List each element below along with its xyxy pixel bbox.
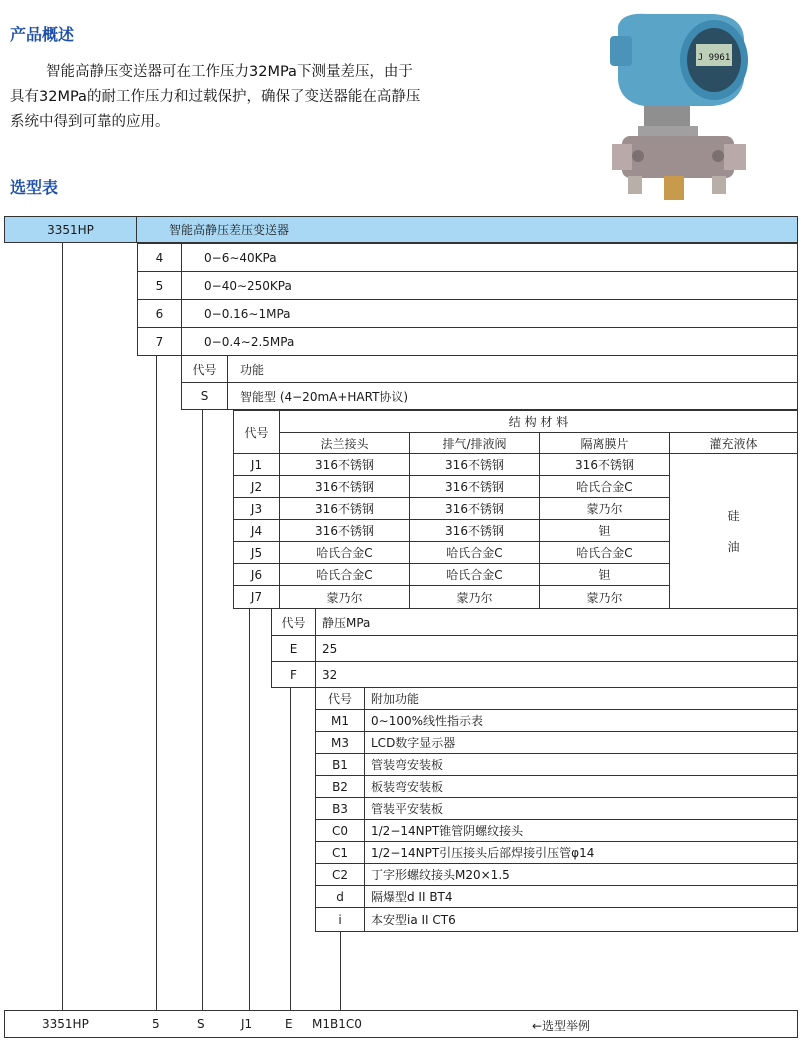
option-code: C0 [315, 819, 365, 842]
option-value: 1/2−14NPT锥管阴螺纹接头 [364, 819, 798, 842]
option-code: B1 [315, 753, 365, 776]
material-code: J5 [233, 541, 280, 564]
pressure-code: E [271, 635, 316, 662]
pressure-code-header: 代号 [271, 608, 316, 636]
range-code: 5 [137, 271, 182, 300]
material-col-header: 灌充液体 [669, 432, 798, 454]
material-vent: 316不锈钢 [409, 519, 540, 542]
option-code: C1 [315, 841, 365, 864]
material-flange: 哈氏合金C [279, 563, 410, 586]
option-value: LCD数字显示器 [364, 731, 798, 754]
range-value: 0−6∼40KPa [181, 243, 798, 272]
material-code-header: 代号 [233, 410, 280, 454]
option-value: 板装弯安装板 [364, 775, 798, 798]
example-options: M1B1C0 [312, 1017, 362, 1031]
transmitter-image [608, 8, 758, 208]
option-code: d [315, 885, 365, 908]
option-value: 本安型ia II CT6 [364, 907, 798, 932]
function-value: 智能型 (4−20mA+HART协议) [227, 382, 798, 410]
material-code: J2 [233, 475, 280, 498]
pressure-value: 32 [315, 661, 798, 688]
material-flange: 316不锈钢 [279, 475, 410, 498]
option-code: M3 [315, 731, 365, 754]
material-col-header: 排气/排液阀 [409, 432, 540, 454]
material-code: J7 [233, 585, 280, 609]
connector-line [202, 410, 203, 1010]
material-diaphragm: 蒙乃尔 [539, 585, 670, 609]
connector-line [290, 688, 291, 1010]
material-group-header: 结 构 材 料 [279, 410, 798, 433]
material-flange: 哈氏合金C [279, 541, 410, 564]
pressure-code: F [271, 661, 316, 688]
example-function: S [197, 1017, 205, 1031]
example-model: 3351HP [42, 1017, 89, 1031]
range-value: 0−40∼250KPa [181, 271, 798, 300]
material-flange: 316不锈钢 [279, 519, 410, 542]
material-code: J3 [233, 497, 280, 520]
example-pressure: E [285, 1017, 293, 1031]
model-name: 智能高静压差压变送器 [136, 216, 798, 243]
lcd-display-text: J 9961 [697, 53, 731, 63]
range-code: 7 [137, 327, 182, 356]
material-code: J1 [233, 453, 280, 476]
function-code-header: 代号 [181, 355, 228, 383]
material-fill-fluid [669, 453, 798, 609]
connector-line [249, 609, 250, 1010]
option-code: C2 [315, 863, 365, 886]
material-diaphragm: 钽 [539, 563, 670, 586]
pressure-value: 25 [315, 635, 798, 662]
options-code-header: 代号 [315, 687, 365, 710]
range-code: 6 [137, 299, 182, 328]
overview-line-2: 具有32MPa的耐工作压力和过载保护，确保了变送器能在高静压 [10, 89, 421, 105]
material-vent: 316不锈钢 [409, 497, 540, 520]
material-diaphragm: 哈氏合金C [539, 541, 670, 564]
model-code: 3351HP [4, 216, 137, 243]
option-value: 隔爆型d II BT4 [364, 885, 798, 908]
material-diaphragm: 316不锈钢 [539, 453, 670, 476]
option-code: M1 [315, 709, 365, 732]
option-value: 丁字形螺纹接头M20×1.5 [364, 863, 798, 886]
material-vent: 哈氏合金C [409, 541, 540, 564]
material-flange: 316不锈钢 [279, 497, 410, 520]
material-vent: 316不锈钢 [409, 475, 540, 498]
option-value: 管装弯安装板 [364, 753, 798, 776]
material-vent: 316不锈钢 [409, 453, 540, 476]
material-flange: 316不锈钢 [279, 453, 410, 476]
example-note: ←选型举例 [532, 1019, 591, 1033]
material-diaphragm: 蒙乃尔 [539, 497, 670, 520]
material-diaphragm: 哈氏合金C [539, 475, 670, 498]
connector-line [156, 356, 157, 1010]
overview-line-1: 智能高静压变送器可在工作压力32MPa下测量差压，由于 [46, 64, 413, 80]
example-range: 5 [152, 1017, 160, 1031]
pressure-header: 静压MPa [315, 608, 798, 636]
option-value: 0∼100%线性指示表 [364, 709, 798, 732]
fill-fluid-char-2: 油 [727, 540, 740, 554]
range-code: 4 [137, 243, 182, 272]
range-value: 0−0.16∼1MPa [181, 299, 798, 328]
function-header: 功能 [227, 355, 798, 383]
option-code: B3 [315, 797, 365, 820]
material-diaphragm: 钽 [539, 519, 670, 542]
material-flange: 蒙乃尔 [279, 585, 410, 609]
option-value: 管装平安装板 [364, 797, 798, 820]
material-code: J4 [233, 519, 280, 542]
material-vent: 哈氏合金C [409, 563, 540, 586]
selection-heading: 选型表 [10, 178, 59, 197]
material-col-header: 隔离膜片 [539, 432, 670, 454]
example-material: J1 [241, 1017, 253, 1031]
material-col-header: 法兰接头 [279, 432, 410, 454]
option-code: B2 [315, 775, 365, 798]
material-code: J6 [233, 563, 280, 586]
fill-fluid-char-1: 硅 [727, 509, 740, 523]
overview-line-3: 系统中得到可靠的应用。 [10, 114, 170, 130]
overview-heading: 产品概述 [10, 25, 75, 44]
connector-line [62, 243, 63, 1010]
connector-line [340, 932, 341, 1010]
option-value: 1/2−14NPT引压接头后部焊接引压管φ14 [364, 841, 798, 864]
example-row [4, 1010, 798, 1038]
option-code: i [315, 907, 365, 932]
material-vent: 蒙乃尔 [409, 585, 540, 609]
options-header: 附加功能 [364, 687, 798, 710]
range-value: 0−0.4∼2.5MPa [181, 327, 798, 356]
function-code: S [181, 382, 228, 410]
